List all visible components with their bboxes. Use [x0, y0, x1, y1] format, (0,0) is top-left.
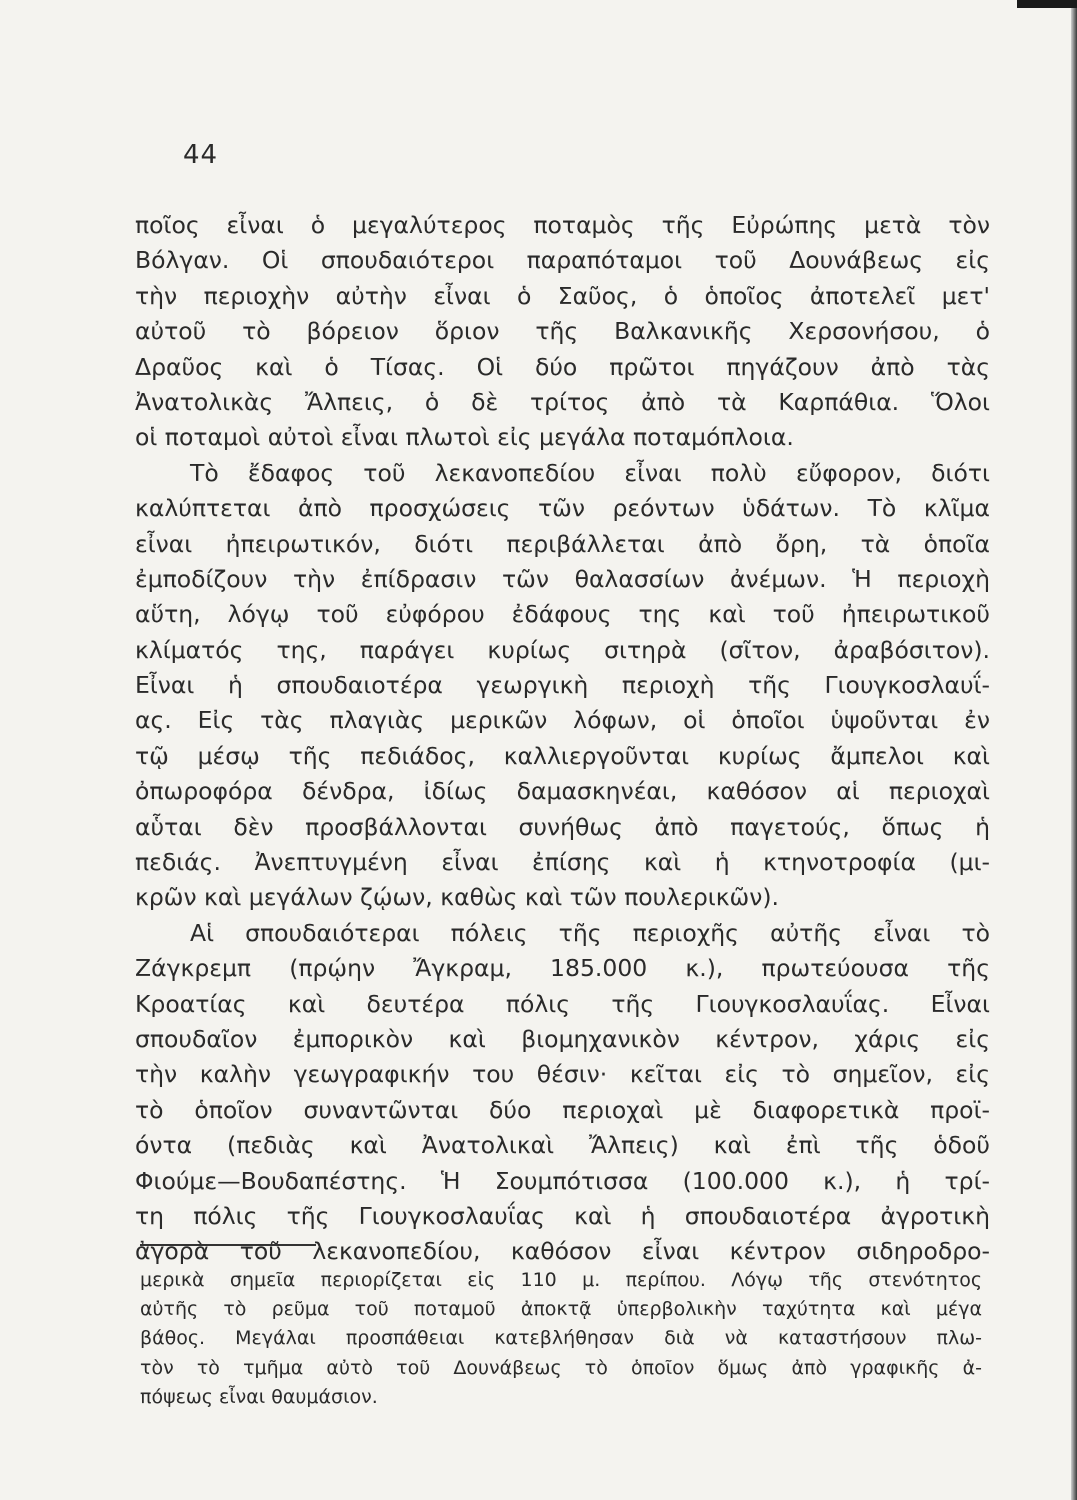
body-text [135, 208, 990, 1270]
text-line: κλίματός της, παράγει κυρίως σιτηρὰ (σῖτον, ἀραβόσιτον). [135, 635, 990, 664]
footnote-line: βάθος. Μεγάλαι προσπάθειαι κατεβλήθησαν διὰ νὰ καταστήσουν πλω- [140, 1327, 982, 1350]
text-line: Κροατίας καὶ δευτέρα πόλις τῆς Γιουγκοσλαυΐας. Εἶναι [135, 989, 990, 1018]
text-line: αὐτοῦ τὸ βόρειον ὅριον τῆς Βαλκανικῆς Χερσονήσου, ὁ [135, 317, 990, 346]
text-line: ποῖος εἶναι ὁ μεγαλύτερος ποταμὸς τῆς Εὐρώπης μετὰ τὸν [135, 211, 990, 239]
text-line: σπουδαῖον ἐμπορικὸν καὶ βιομηχανικὸν κέντρον, χάρις εἰς [135, 1024, 990, 1053]
footnote-line: τὸν τὸ τμῆμα αὐτὸ τοῦ Δουνάβεως τὸ ὁποῖον ὅμως ἀπὸ γραφικῆς ἀ- [140, 1356, 982, 1379]
page-edge-shadow [1071, 0, 1077, 1500]
text-line: Ζάγκρεμπ (πρῴην Ἄγκραμ, 185.000 κ.), πρωτεύουσα τῆς [135, 954, 990, 983]
text-line: ας. Εἰς τὰς πλαγιὰς μερικῶν λόφων, οἱ ὁποῖοι ὑψοῦνται ἐν [135, 706, 990, 735]
text-line: τη πόλις τῆς Γιουγκοσλαυΐας καὶ ἡ σπουδαιοτέρα ἀγροτικὴ [135, 1201, 990, 1230]
text-line: αὗται δὲν προσβάλλονται συνήθως ἀπὸ παγετούς, ὅπως ἡ [135, 812, 990, 841]
text-line: τῷ μέσῳ τῆς πεδιάδος, καλλιεργοῦνται κυρίως ἄμπελοι καὶ [135, 741, 990, 770]
text-line: τὴν περιοχὴν αὐτὴν εἶναι ὁ Σαῦος, ὁ ὁποῖος ἀποτελεῖ μετ' [135, 281, 990, 310]
text-line: ὀπωροφόρα δένδρα, ἰδίως δαμασκηνέαι, καθόσον αἱ περιοχαὶ [135, 777, 990, 806]
text-line: ἀγορὰ τοῦ λεκανοπεδίου, καθόσον εἶναι κέντρον σιδηροδρο- [135, 1237, 990, 1266]
text-line: ἐμποδίζουν τὴν ἐπίδρασιν τῶν θαλασσίων ἀνέμων. Ἡ περιοχὴ [135, 564, 990, 593]
text-line: Βόλγαν. Οἱ σπουδαιότεροι παραπόταμοι τοῦ Δουνάβεως εἰς [135, 246, 990, 275]
text-line: Τὸ ἔδαφος τοῦ λεκανοπεδίου εἶναι πολὺ εὔφορον, διότι [190, 458, 990, 487]
footnote-separator [140, 1244, 316, 1246]
text-line: κρῶν καὶ μεγάλων ζῴων, καθὼς καὶ τῶν πουλερικῶν). [135, 883, 779, 912]
text-line: Εἶναι ἡ σπουδαιοτέρα γεωργικὴ περιοχὴ τῆς Γιουγκοσλαυΐ- [135, 671, 990, 700]
page-number: 44 [183, 140, 219, 170]
text-line: αὕτη, λόγῳ τοῦ εὐφόρου ἐδάφους της καὶ τοῦ ἠπειρωτικοῦ [135, 600, 990, 629]
footnote-line: πόψεως εἶναι θαυμάσιον. [140, 1385, 378, 1408]
text-line: Ἀνατολικὰς Ἄλπεις, ὁ δὲ τρίτος ἀπὸ τὰ Καρπάθια. Ὅλοι [135, 387, 990, 416]
text-line: εἶναι ἠπειρωτικόν, διότι περιβάλλεται ἀπὸ ὄρη, τὰ ὁποῖα [135, 529, 990, 558]
text-line: Αἱ σπουδαιότεραι πόλεις τῆς περιοχῆς αὐτῆς εἶναι τὸ [190, 918, 990, 947]
text-line: Δραῦος καὶ ὁ Τίσας. Οἱ δύο πρῶτοι πηγάζουν ἀπὸ τὰς [135, 352, 990, 381]
page-corner-mark [1017, 0, 1077, 8]
footnotes [140, 1266, 982, 1412]
footnote-line: μερικὰ σημεῖα περιορίζεται εἰς 110 μ. περίπου. Λόγῳ τῆς στενότητος [140, 1269, 982, 1291]
text-line: τὴν καλὴν γεωγραφικήν του θέσιν· κεῖται εἰς τὸ σημεῖον, εἰς [135, 1060, 990, 1089]
footnote-line: αὐτῆς τὸ ρεῦμα τοῦ ποταμοῦ ἀποκτᾷ ὑπερβολικὴν ταχύτητα καὶ μέγα [140, 1298, 982, 1321]
text-line: τὸ ὁποῖον συναντῶνται δύο περιοχαὶ μὲ διαφορετικὰ προϊ- [135, 1095, 990, 1124]
text-line: πεδιάς. Ἀνεπτυγμένη εἶναι ἐπίσης καὶ ἡ κτηνοτροφία (μι- [135, 848, 990, 877]
text-line: οἱ ποταμοὶ αὐτοὶ εἶναι πλωτοὶ εἰς μεγάλα ποταμόπλοια. [135, 423, 794, 452]
text-line: Φιούμε—Βουδαπέστης. Ἡ Σουμπότισσα (100.000 κ.), ἡ τρί- [135, 1166, 990, 1195]
text-line: όντα (πεδιὰς καὶ Ἀνατολικαὶ Ἄλπεις) καὶ ἐπὶ τῆς ὁδοῦ [135, 1131, 990, 1160]
text-line: καλύπτεται ἀπὸ προσχώσεις τῶν ρεόντων ὑδάτων. Τὸ κλῖμα [135, 494, 990, 523]
